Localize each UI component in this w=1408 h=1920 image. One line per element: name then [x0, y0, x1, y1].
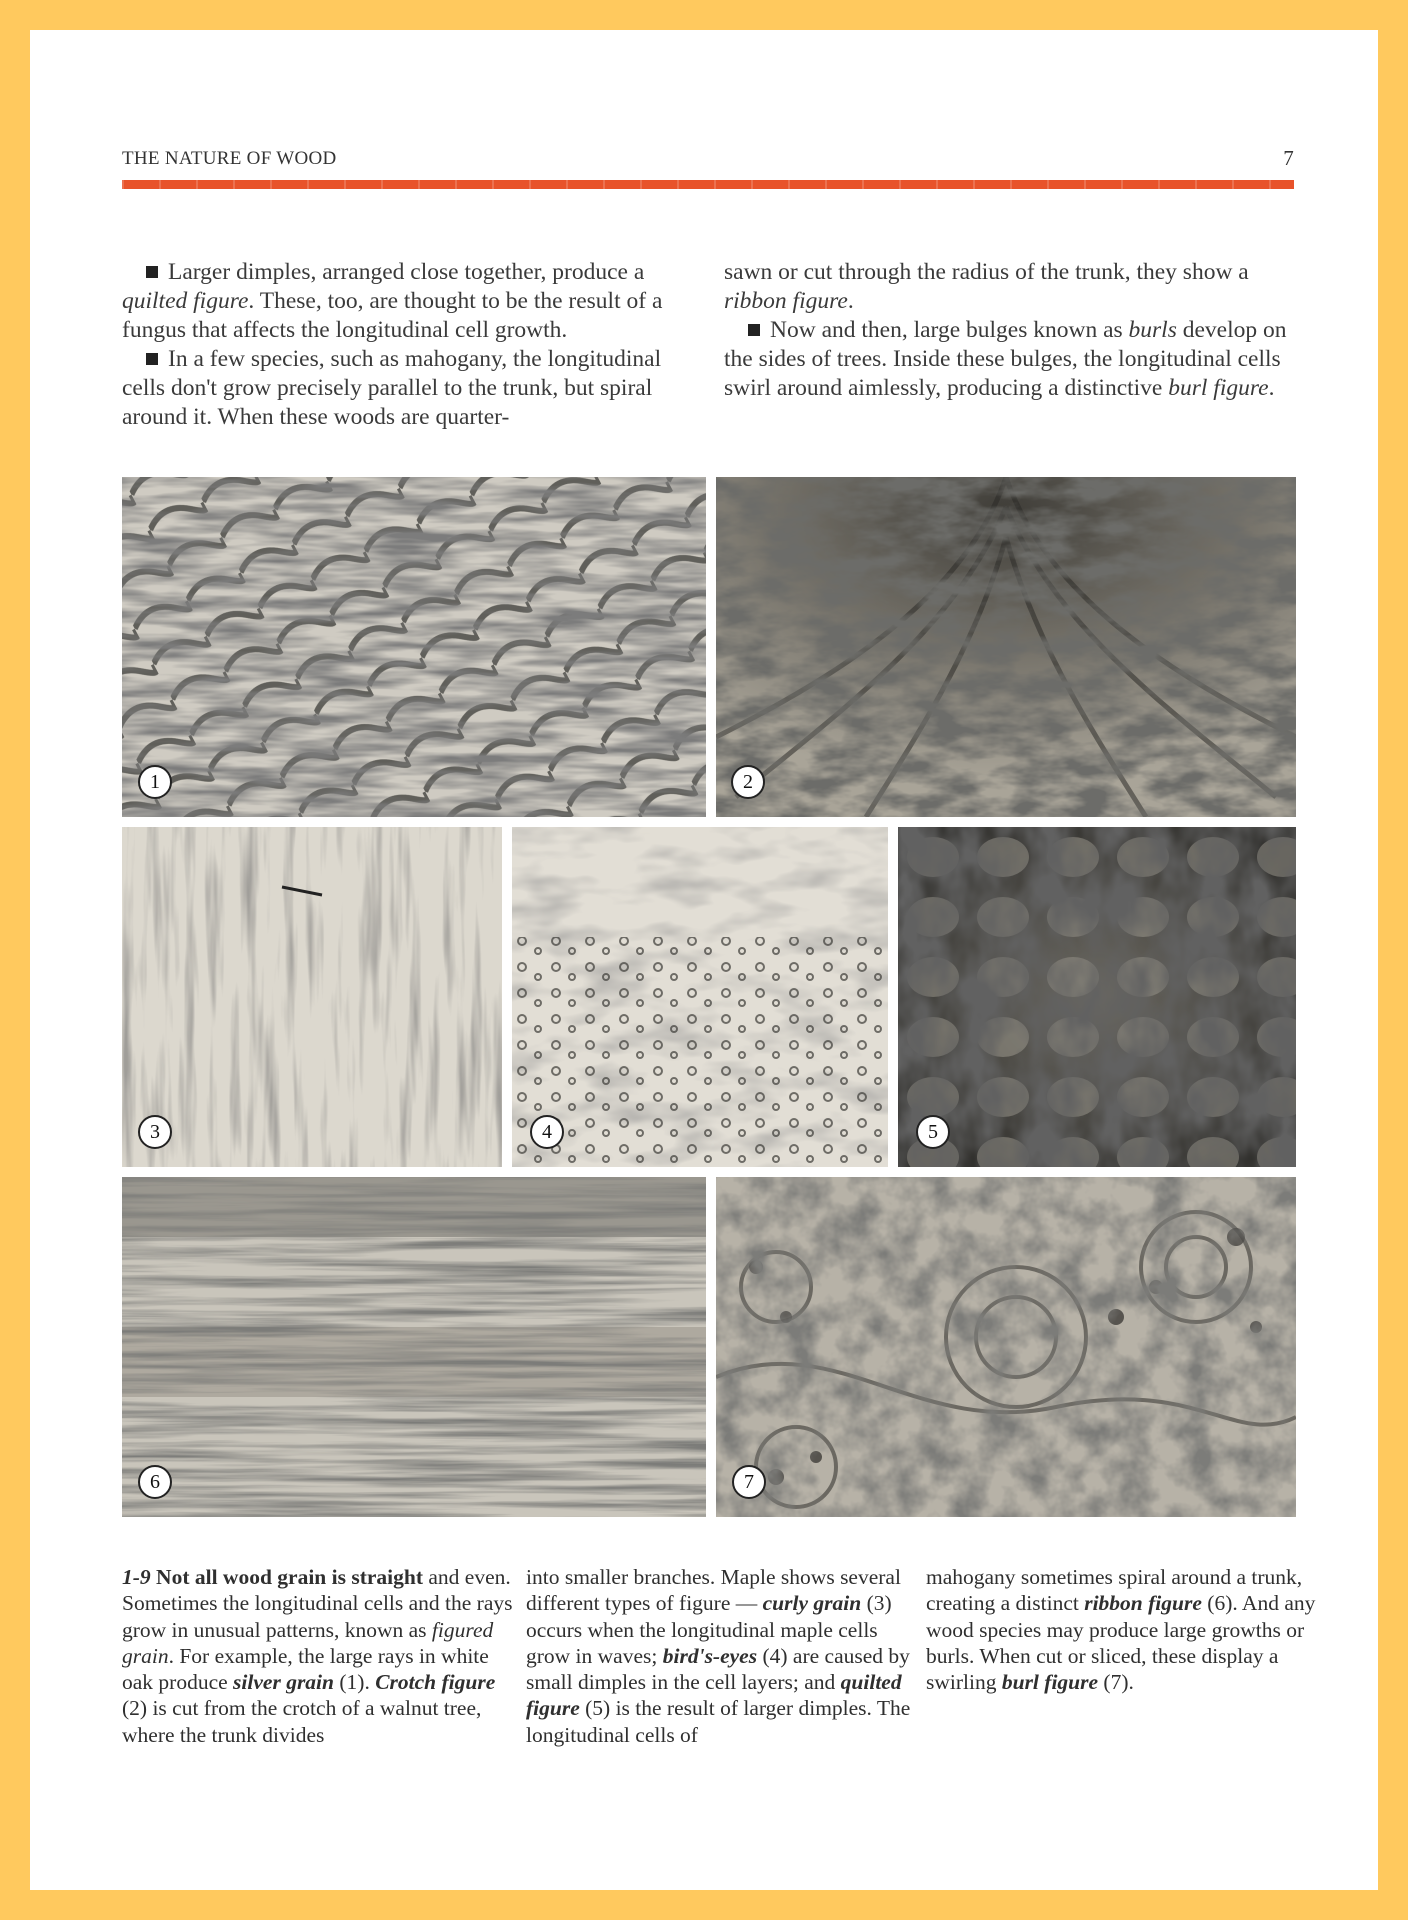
figure-number-6: 6	[138, 1465, 172, 1499]
figure-number-5: 5	[916, 1115, 950, 1149]
body-column-1	[122, 258, 678, 432]
paragraph-mahogany: In a few species, such as mahogany, the longitudinal cells don't grow precisely parallel to the trunk, but spiral around it. When these woods are quarter-	[122, 346, 662, 430]
figure-number-label: 1-9	[122, 1565, 151, 1589]
figure-quilted	[898, 827, 1296, 1167]
figure-number-2: 2	[731, 765, 765, 799]
header-rule	[122, 180, 1294, 189]
figure-number-7: 7	[732, 1465, 766, 1499]
caption-column-1: 1-9 Not all wood grain is straight and even. Sometimes the longitudinal cells and the rays grow in unusual patterns, known as figured grain. For example, the large rays in white oak produce silver grain (1). Crotch figure (2) is cut from the crotch of a walnut tree, where the trunk divides	[122, 1565, 513, 1747]
body-column-2	[724, 258, 1294, 403]
caption-column-3: mahogany sometimes spiral around a trunk, creating a distinct ribbon figure (6). And any wood species may produce large growths or burls. When cut or sliced, these display a swirling burl figure (7).	[926, 1565, 1316, 1695]
figure-number-3: 3	[138, 1115, 172, 1149]
figure-burl	[716, 1177, 1296, 1517]
caption-column-2: into smaller branches. Maple shows several different types of figure — curly grain (3) occurs when the longitudinal maple cells grow in waves; bird's-eyes (4) are caused by small dimples in the cell layers; and quilted figure (5) is the result of larger dimples. The longitudinal cells of	[526, 1565, 911, 1747]
bullet-icon	[146, 353, 158, 365]
figure-number-4: 4	[530, 1115, 564, 1149]
page-number: 7	[1283, 146, 1294, 170]
figure-crotch	[716, 477, 1296, 817]
running-title: THE NATURE OF WOOD	[122, 148, 337, 169]
figure-birds-eyes	[512, 827, 888, 1167]
caption-lead: Not all wood grain is straight	[156, 1565, 424, 1589]
figure-curly-grain	[122, 827, 502, 1167]
paragraph-burls: Now and then, large bulges known as burls develop on the sides of trees. Inside these bulges, the longitudinal cells swirl around aimlessly, producing a distinctive burl figure.	[724, 317, 1287, 401]
figure-ribbon	[122, 1177, 706, 1517]
paragraph-quilted: Larger dimples, arranged close together, produce a quilted figure. These, too, are thought to be the result of a fungus that affects the longitudinal cell growth.	[122, 259, 663, 343]
figure-number-1: 1	[138, 765, 172, 799]
paragraph-ribbon: sawn or cut through the radius of the trunk, they show a ribbon figure.	[724, 259, 1249, 314]
bullet-icon	[146, 266, 158, 278]
figure-silver-grain	[122, 477, 706, 817]
bullet-icon	[748, 324, 760, 336]
running-head	[122, 148, 1294, 170]
page	[30, 30, 1378, 1890]
